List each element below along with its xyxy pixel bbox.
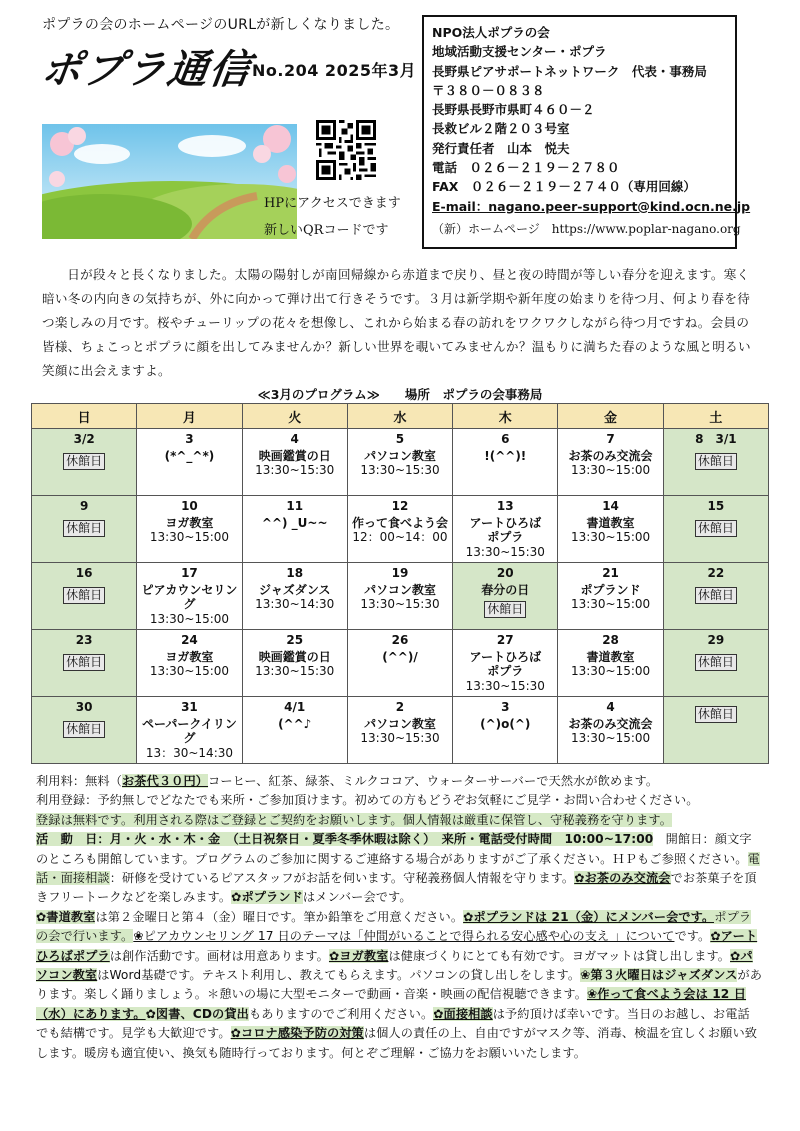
program-name: 書道教室 [586, 515, 635, 530]
email-link[interactable]: E-mail：nagano.peer-support@kind.ocn.ne.jp [432, 198, 751, 214]
calendar-day [558, 697, 663, 764]
calendar-day [558, 630, 663, 697]
info-line: 地域活動支援センター・ポプラ [432, 44, 607, 60]
program-time: 12：00~14：00 [352, 530, 448, 544]
program-time: 13:30~15:00 [149, 664, 230, 678]
activity-days: 活 動 日：月・火・水・木・金 （土日祝祭日・夏季冬季休暇は除く） 来所・電話受付時間 10:00~17:00 開館日：顔文字のところも開館しています。プログラムのご参加に関するご連絡する場合がありますがご了承ください。ＨＰもご参照ください。電話・面接相談：研修を受けているピアスタッフがお話を伺います。守秘義務個人情報を守ります。✿お茶のみ交流会でお茶菓子を頂きフリートークなどを楽しみます。✿ポプランドはメンバー会です。 [36, 832, 760, 905]
calendar-day [663, 563, 768, 630]
closed-day-badge: 休館日 [63, 587, 105, 604]
newsletter-logo: ポプラ通信 [38, 47, 255, 93]
calendar-day [347, 429, 452, 496]
program-name: パソコン教室 [364, 448, 436, 463]
closed-day-badge: 休館日 [63, 520, 105, 537]
info-line: FAX ０２６－２１９－２７４０（専用回線） [432, 179, 696, 195]
program-calendar [31, 403, 769, 764]
day-number: 21 [602, 566, 619, 580]
day-number: 5 [395, 432, 405, 446]
day-number: 27 [496, 633, 514, 647]
weekday-header: 日 [32, 404, 137, 429]
day-number: 2 [395, 700, 405, 714]
calendar-day [242, 697, 347, 764]
weekday-header: 水 [347, 404, 452, 429]
info-line: 長野県ピアサポートネットワーク 代表・事務局 [432, 63, 707, 79]
info-line: 電話 ０２６－２１９－２７８０ [432, 160, 620, 176]
day-number: 3 [185, 432, 194, 446]
program-time: 13:30~15:00 [149, 530, 230, 544]
calendar-day [453, 496, 558, 563]
day-number: 25 [286, 633, 304, 647]
closed-day-badge: 休館日 [63, 453, 105, 470]
weekday-header: 火 [242, 404, 347, 429]
calendar-day [137, 563, 242, 630]
program-name: ポプランド [580, 582, 641, 597]
qr-code[interactable] [316, 120, 376, 180]
calendar-day [32, 496, 137, 563]
program-name: お茶のみ交流会 [568, 448, 653, 463]
program-name: お茶のみ交流会 [568, 716, 653, 731]
calendar-day [137, 429, 242, 496]
calendar-day [663, 496, 768, 563]
program-title: ≪3月のプログラム≫ 場所 ポプラの会事務局 [257, 387, 543, 402]
day-number: 7 [606, 432, 615, 446]
info-line: 発行責任者 山本 悦夫 [432, 140, 570, 156]
program-time: 13:30~15:00 [570, 664, 651, 678]
calendar-day [558, 496, 663, 563]
calendar-day [453, 563, 558, 630]
program-name: アートひろば [469, 649, 542, 664]
qr-caption-line1: HPにアクセスできます [264, 196, 401, 211]
weekday-header: 月 [137, 404, 242, 429]
program-notes: ✿書道教室は第２金曜日と第４（金）曜日です。筆か鉛筆をご用意ください。✿ポプランドは 21（金）にメンバー会です。ポプラの会で行います。❀ピアカウンセリング 17 日のテーマは「仲間がいることで得られる安心感や心の支え 」についてです。✿アートひろばポプラは創作活動です。画材は用意あります。✿ヨガ教室は健康づくりにとても有効です。ヨガマットは貸し出します。✿パソコン教室はWord基礎です。テキスト利用し、教えてもらえます。パソコンの貸し出しをします。❀第３火曜日はジャズダンスがあります。楽しく踊りましょう。＊憩いの場に大型モニターで動画・音楽・映画の配信視聴できます。❀作って食べよう会は 12 日（水）にあります。✿図書、CDの貸出もありますのでご利用ください。✿面接相談は予約頂けば幸いです。当日のお越し、お電話でも結構です。見学も大歓迎です。✿コロナ感染予防の対策は個人の責任の上、自由ですがマスク等、消毒、検温を宜しくお願い致します。暖房も適宜使い、換気も随時行っております。何とぞご理解・ご協力をお願いいたします。 [36, 909, 763, 1060]
program-name: ポプラ [487, 530, 524, 544]
calendar-day [453, 697, 558, 764]
closed-day-badge: 休館日 [63, 721, 105, 738]
day-number: 16 [75, 566, 93, 580]
organization-info-box [422, 15, 751, 249]
calendar-day [32, 697, 137, 764]
closed-day-badge: 休館日 [484, 601, 526, 618]
footer-notes [36, 772, 762, 1063]
calendar-day [347, 496, 452, 563]
program-name: ペーパークイリング [142, 716, 237, 745]
program-time: 13:30~15:00 [570, 463, 651, 477]
program-name: ピアカウンセリング [141, 582, 238, 611]
weekday-header: 木 [453, 404, 558, 429]
program-name: パソコン教室 [364, 582, 436, 597]
program-name: (^)o(^) [480, 716, 531, 731]
info-line: 長野県長野市県町４６０－２ [432, 102, 595, 118]
calendar-week [32, 697, 769, 764]
program-time: 13:30~15:30 [360, 597, 440, 611]
day-number: 26 [391, 633, 409, 647]
day-number: 23 [75, 633, 93, 647]
program-name: ^^) _U~~ [261, 515, 328, 530]
program-name: ヨガ教室 [165, 649, 214, 664]
day-number: 12 [391, 499, 409, 513]
day-number: 4 [606, 700, 615, 714]
calendar-day [453, 429, 558, 496]
closed-day-badge: 休館日 [695, 520, 737, 537]
program-time: 13:30~15:00 [570, 530, 651, 544]
closed-day-badge: 休館日 [695, 654, 737, 671]
program-name: アートひろば [469, 515, 542, 530]
registration-line: 利用登録：予約無しでどなたでも来所・ご参加頂けます。初めての方もどうぞお気軽にご見学・お問い合わせください。 [36, 793, 699, 808]
day-number: 31 [181, 700, 198, 714]
program-name: 映画鑑賞の日 [258, 649, 331, 664]
program-time: 13:30~15:00 [570, 597, 651, 611]
calendar-week [32, 563, 769, 630]
info-line: 長救ビル２階２０３号室 [432, 121, 570, 137]
calendar-day [453, 630, 558, 697]
day-number: 11 [286, 499, 304, 513]
day-number: 24 [181, 633, 198, 647]
calendar-day [663, 697, 768, 764]
program-time: 13:30~15:30 [255, 463, 335, 477]
program-name: 作って食べよう会 [351, 515, 448, 530]
program-name: ジャズダンス [258, 582, 331, 597]
program-name: パソコン教室 [364, 716, 436, 731]
calendar-day [558, 563, 663, 630]
program-name: (^^)/ [382, 649, 418, 664]
calendar-day [137, 630, 242, 697]
day-number: 30 [75, 700, 93, 714]
homepage-link[interactable]: （新）ホームページ https://www.poplar-nagano.org [432, 221, 741, 236]
program-time: 13:30~14:30 [255, 597, 335, 611]
day-number: 19 [391, 566, 409, 580]
day-number: 29 [707, 633, 725, 647]
closed-day-badge: 休館日 [63, 654, 105, 671]
qr-caption-line2: 新しいQRコードです [264, 223, 389, 238]
program-name: 春分の日 [481, 582, 530, 597]
calendar-day [242, 630, 347, 697]
program-time: 13:30~15:30 [465, 678, 545, 693]
program-time: 13:30~15:00 [149, 611, 230, 626]
calendar-week [32, 630, 769, 697]
qr-caption [264, 190, 401, 244]
intro-paragraph: 日が段々と長くなりました。太陽の陽射しが南回帰線から赤道まで戻り、昼と夜の時間が等しい春分を迎えます。寒く暗い冬の内向きの気持ちが、外に向かって弾け出て行きそうです。３月は新学期や新年度の始まりを待つ月、何より春を待つ楽しみの月です。桜やチューリップの花々を想像し、これから始まる春の訪れをワクワクしながら待つ月ですね。会員の皆様、ちょこっとポプラに顔を出してみませんか？新しい世界を覗いてみませんか？温もりに満ちた春のような風と明るい笑顔に出会えますよ。 [42, 267, 751, 378]
calendar-day [32, 429, 137, 496]
program-name: ポプラ [487, 664, 524, 678]
day-number: 4 [290, 432, 299, 446]
closed-day-badge: 休館日 [695, 453, 737, 470]
calendar-day [32, 563, 137, 630]
weekday-header: 金 [558, 404, 663, 429]
program-time: 13:30~15:30 [465, 544, 545, 559]
program-name: (^^♪ [278, 716, 312, 731]
privacy-line: 登録は無料です。利用される際はご登録とご契約をお願いします。個人情報は厳重に保管し、守秘義務を守ります。 [36, 812, 673, 827]
info-line: NPO法人ポプラの会 [432, 25, 550, 40]
day-number: 9 [79, 499, 89, 513]
program-name: 映画鑑賞の日 [258, 448, 331, 463]
calendar-day [32, 630, 137, 697]
day-number: 8 3/1 [695, 432, 737, 446]
calendar-day [242, 429, 347, 496]
closed-day-badge: 休館日 [695, 587, 737, 604]
calendar-day [663, 630, 768, 697]
day-number: 22 [707, 566, 725, 580]
calendar-day [347, 563, 452, 630]
calendar-day [242, 496, 347, 563]
program-name: 書道教室 [586, 649, 635, 664]
fee-line: 利用料：無料（お茶代３０円）コーヒー、紅茶、緑茶、ミルクココア、ウォーターサーバーで天然水が飲めます。 [36, 774, 659, 788]
day-number: 4/1 [284, 700, 306, 714]
issue-number: No.204 2025年3月 [252, 61, 417, 80]
calendar-day [137, 697, 242, 764]
day-number: 15 [707, 499, 725, 513]
day-number: 14 [602, 499, 619, 513]
day-number: 3 [501, 700, 510, 714]
program-name: (*^_^*) [164, 448, 215, 463]
closed-day-badge: 休館日 [695, 706, 737, 723]
calendar-day [663, 429, 768, 496]
calendar-week [32, 429, 769, 496]
info-line: 〒３８０－０８３８ [432, 82, 545, 98]
calendar-day [347, 630, 452, 697]
program-time: 13:30~15:30 [360, 463, 440, 477]
program-time: 13:30~15:00 [570, 731, 651, 745]
day-number: 13 [496, 499, 514, 513]
program-name: ヨガ教室 [165, 515, 214, 530]
calendar-week [32, 496, 769, 563]
day-number: 3/2 [73, 432, 95, 446]
program-name: !(^^)! [484, 448, 527, 463]
day-number: 28 [602, 633, 619, 647]
calendar-day [242, 563, 347, 630]
day-number: 10 [181, 499, 198, 513]
spring-illustration [42, 124, 297, 239]
url-notice: ポプラの会のホームページのURLが新しくなりました。 [42, 17, 400, 33]
weekday-header: 土 [663, 404, 768, 429]
calendar-day [347, 697, 452, 764]
day-number: 18 [286, 566, 304, 580]
day-number: 20 [496, 566, 514, 580]
program-time: 13:30~15:30 [255, 664, 335, 678]
calendar-day [137, 496, 242, 563]
program-time: 13:30~15:30 [360, 731, 440, 745]
day-number: 6 [501, 432, 510, 446]
program-time: 13：30~14:30 [145, 745, 234, 760]
day-number: 17 [181, 566, 198, 580]
calendar-day [558, 429, 663, 496]
